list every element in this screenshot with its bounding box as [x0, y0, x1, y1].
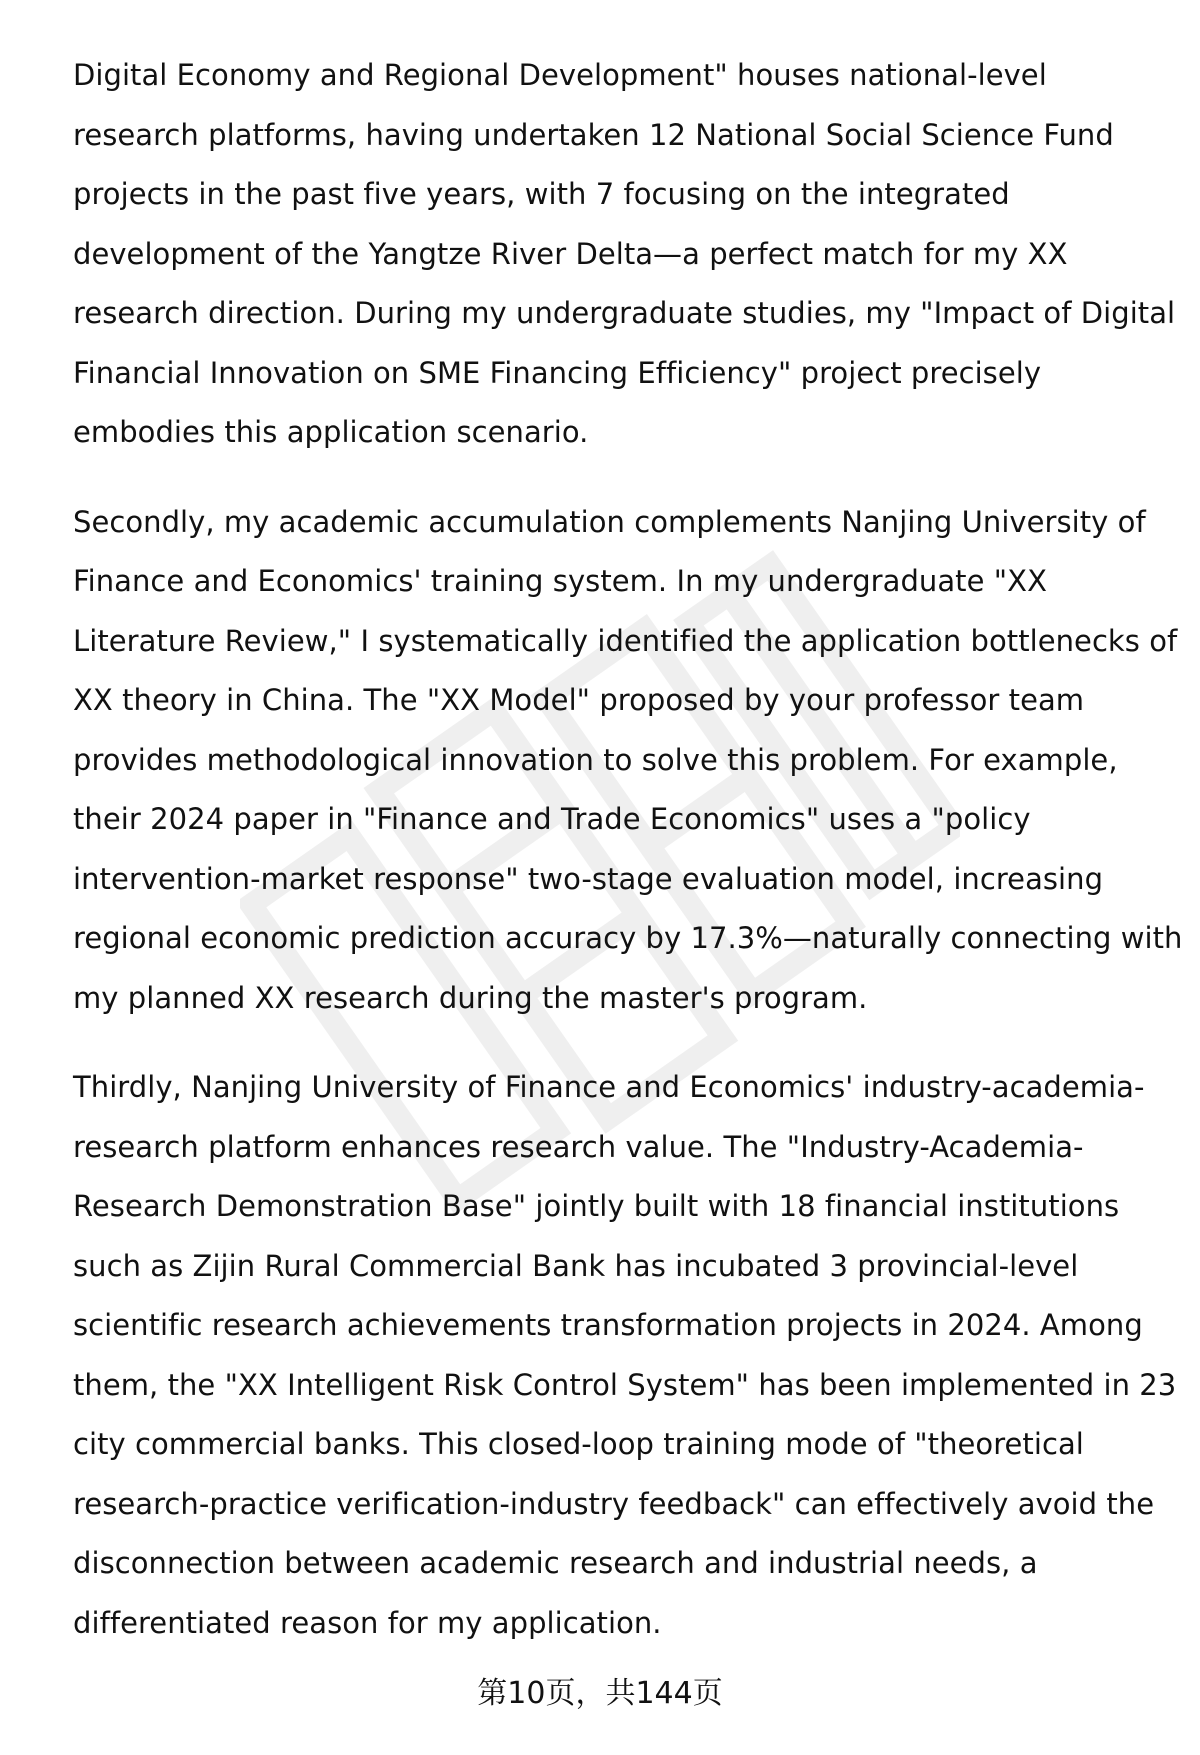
text-line: XX theory in China. The "XX Model" proposed by your professor team [73, 683, 1085, 717]
text-line: regional economic prediction accuracy by 17.3%—naturally connecting with [73, 921, 1183, 955]
text-line: city commercial banks. This closed-loop training mode of "theoretical [73, 1427, 1084, 1461]
text-line: research platform enhances research value. The "Industry-Academia- [73, 1129, 1084, 1164]
text-line: Research Demonstration Base" jointly built with 18 financial institutions [73, 1189, 1120, 1223]
text-line: disconnection between academic research and industrial needs, a [73, 1546, 1038, 1580]
text-line: provides methodological innovation to solve this problem. For example, [73, 742, 1118, 777]
paragraph [73, 1058, 1177, 1653]
text-line: Secondly, my academic accumulation complements Nanjing University of [73, 504, 1146, 539]
page-number-footer: 第10页，共144页 [477, 1676, 723, 1711]
paragraph [73, 46, 1176, 463]
text-line: development of the Yangtze River Delta—a perfect match for my XX [73, 236, 1068, 271]
paragraph [73, 493, 1183, 1029]
text-line: Financial Innovation on SME Financing Efficiency" project precisely [73, 355, 1042, 390]
text-line: Digital Economy and Regional Development" houses national-level [73, 58, 1047, 92]
text-line: research platforms, having undertaken 12 National Social Science Fund [73, 117, 1114, 152]
text-line: differentiated reason for my application. [73, 1605, 662, 1640]
document-body [73, 46, 1183, 1683]
text-line: their 2024 paper in "Finance and Trade Economics" uses a "policy [73, 802, 1031, 836]
text-line: intervention-market response" two-stage evaluation model, increasing [73, 861, 1104, 896]
text-line: Literature Review," I systematically identified the application bottlenecks of [73, 623, 1178, 658]
text-line: research-practice verification-industry feedback" can effectively avoid the [73, 1486, 1155, 1521]
text-line: projects in the past five years, with 7 focusing on the integrated [73, 177, 1010, 211]
text-line: research direction. During my undergraduate studies, my "Impact of Digital [73, 296, 1176, 330]
text-line: my planned XX research during the master's program. [73, 980, 868, 1015]
text-line: scientific research achievements transformation projects in 2024. Among [73, 1308, 1143, 1342]
text-line: embodies this application scenario. [73, 415, 589, 449]
text-line: Finance and Economics' training system. In my undergraduate "XX [73, 564, 1047, 598]
text-line: them, the "XX Intelligent Risk Control System" has been implemented in 23 [73, 1367, 1177, 1402]
text-line: Thirdly, Nanjing University of Finance and Economics' industry-academia- [73, 1070, 1145, 1104]
text-line: such as Zijin Rural Commercial Bank has incubated 3 provincial-level [73, 1248, 1079, 1283]
